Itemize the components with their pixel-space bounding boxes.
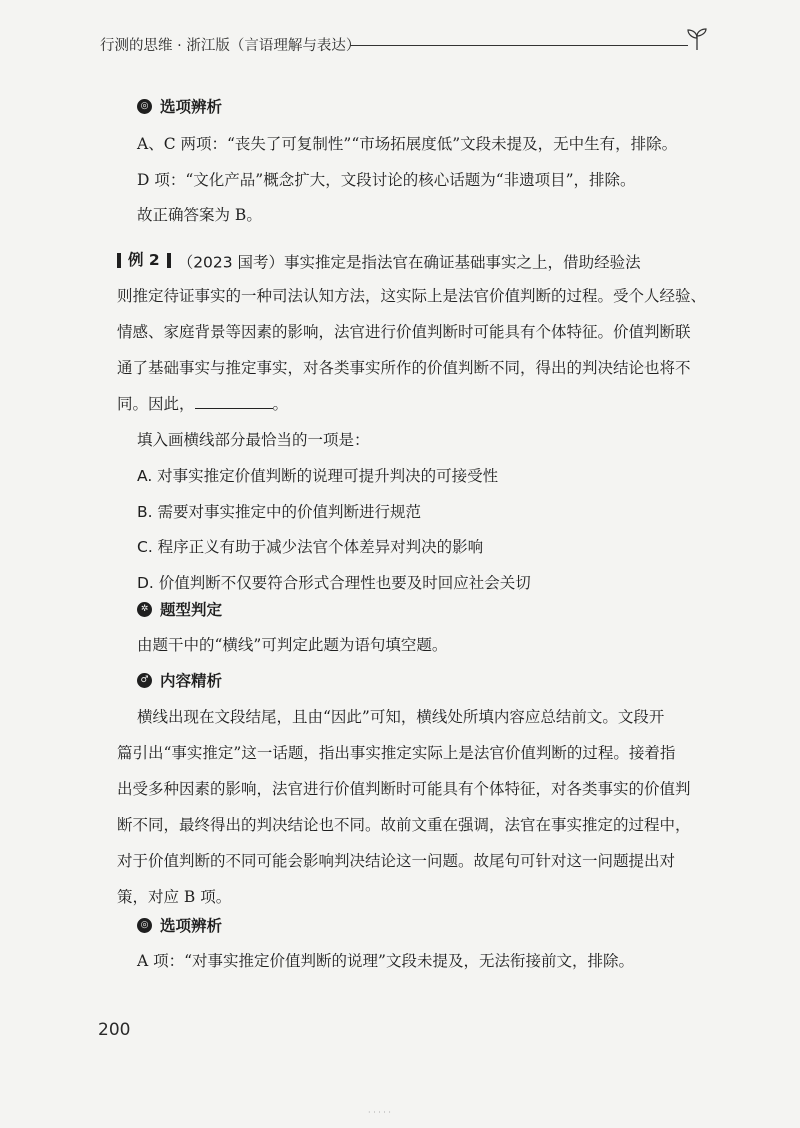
paragraph-line: 篇引出“事实推定”这一话题，指出事实推定实际上是法官价值判断的过程。接着指 (117, 744, 676, 762)
paragraph-line: 故正确答案为 B。 (137, 206, 262, 224)
paragraph-line: A、C 两项：“丧失了可复制性”“市场拓展度低”文段未提及，无中生有，排除。 (137, 135, 678, 153)
paragraph-line: 断不同，最终得出的判决结论也不同。故前文重在强调，法官在事实推定的过程中， (117, 816, 691, 834)
running-header (100, 30, 710, 60)
sprout-icon (684, 26, 710, 52)
option-d: D. 价值判断不仅要符合形式合理性也要及时回应社会关切 (137, 574, 531, 592)
content-analysis-icon: ♂ (137, 673, 152, 688)
header-rule (350, 45, 688, 46)
paragraph-line: 对于价值判断的不同可能会影响判决结论这一问题。故尾句可针对这一问题提出对 (117, 852, 676, 870)
question-stem-line: 情感、家庭背景等因素的影响，法官进行价值判断时可能具有个体特征。价值判断联 (117, 323, 691, 341)
option-c: C. 程序正义有助于减少法官个体差异对判决的影响 (137, 538, 484, 556)
question-stem-line: 同。因此， 。 (117, 395, 289, 413)
answer-blank (195, 394, 273, 409)
scan-watermark: · · · · · (368, 1108, 391, 1117)
paragraph-line: 策，对应 B 项。 (117, 888, 232, 906)
paragraph-line: A 项：“对事实推定价值判断的说理”文段未提及，无法衔接前文，排除。 (137, 952, 634, 970)
paragraph-line: 由题干中的“横线”可判定此题为语句填空题。 (137, 636, 448, 654)
section-heading-content-analysis: ♂ 内容精析 (137, 669, 222, 691)
header-title: 行测的思维 · 浙江版（言语理解与表达） (100, 34, 364, 55)
example-label: 例 2 (117, 250, 178, 270)
question-prompt: 填入画横线部分最恰当的一项是： (137, 431, 370, 449)
example-first-line: 例 2 （2023 国考）事实推定是指法官在确证基础事实之上，借助经验法 (117, 250, 641, 273)
section-heading-option-analysis-2: ◎ 选项辨析 (137, 914, 222, 936)
paragraph-line: 横线出现在文段结尾，且由“因此”可知，横线处所填内容应总结前文。文段开 (137, 708, 665, 726)
question-stem-line: 则推定待证事实的一种司法认知方法，这实际上是法官价值判断的过程。受个人经验、 (117, 287, 707, 305)
option-analysis-icon: ◎ (137, 99, 152, 114)
question-stem-line: 通了基础事实与推定事实，对各类事实所作的价值判断不同，得出的判决结论也将不 (117, 359, 691, 377)
option-analysis-icon: ◎ (137, 918, 152, 933)
gear-icon: ✲ (137, 602, 152, 617)
section-heading-option-analysis: ◎ 选项辨析 (137, 95, 222, 117)
option-b: B. 需要对事实推定中的价值判断进行规范 (137, 503, 421, 521)
paragraph-line: 出受多种因素的影响，法官进行价值判断时可能具有个体特征，对各类事实的价值判 (117, 780, 691, 798)
paragraph-line: D 项：“文化产品”概念扩大，文段讨论的核心话题为“非遗项目”，排除。 (137, 171, 636, 189)
page-number: 200 (98, 1020, 131, 1040)
section-heading-question-type: ✲ 题型判定 (137, 598, 222, 620)
option-a: A. 对事实推定价值判断的说理可提升判决的可接受性 (137, 467, 499, 485)
